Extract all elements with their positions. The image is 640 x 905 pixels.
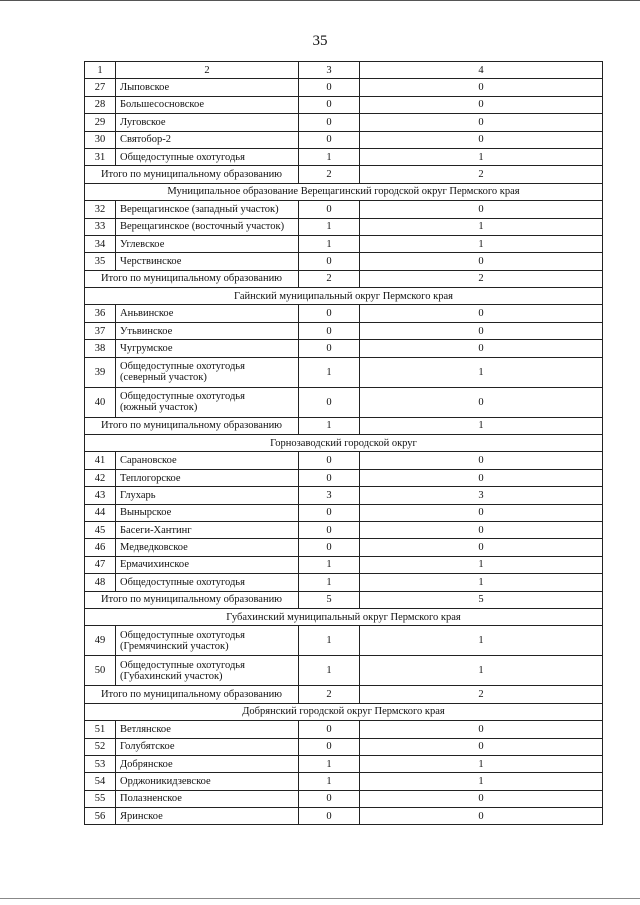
value-col-3: 1 <box>299 626 360 656</box>
value-col-3: 1 <box>299 656 360 686</box>
table-row <box>85 452 603 469</box>
value-col-3: 1 <box>299 357 360 387</box>
value-col-4: 0 <box>360 469 603 486</box>
ground-name: Святобор-2 <box>116 131 299 148</box>
table-body <box>85 62 603 825</box>
value-col-4: 0 <box>360 790 603 807</box>
value-col-3: 0 <box>299 322 360 339</box>
table-row <box>85 790 603 807</box>
row-number: 27 <box>85 79 116 96</box>
row-number: 45 <box>85 521 116 538</box>
value-col-4: 0 <box>360 721 603 738</box>
value-col-4: 0 <box>360 808 603 825</box>
header-col-2: 2 <box>116 62 299 79</box>
value-col-4: 1 <box>360 235 603 252</box>
ground-name: Черствинское <box>116 253 299 270</box>
value-col-4: 0 <box>360 322 603 339</box>
ground-name-line-1: Общедоступные охотугодья <box>120 629 245 641</box>
ground-name-line-2: (Губахинский участок) <box>120 670 223 682</box>
row-number: 36 <box>85 305 116 322</box>
ground-name: Яринское <box>116 808 299 825</box>
value-col-3: 0 <box>299 96 360 113</box>
ground-name: Чугрумское <box>116 340 299 357</box>
ground-name: Аньвинское <box>116 305 299 322</box>
value-col-4: 0 <box>360 504 603 521</box>
table-row <box>85 305 603 322</box>
table-row <box>85 131 603 148</box>
row-number: 31 <box>85 148 116 165</box>
value-col-3: 0 <box>299 387 360 417</box>
value-col-4: 3 <box>360 487 603 504</box>
table-row <box>85 755 603 772</box>
total-label: Итого по муниципальному образованию <box>85 166 299 183</box>
ground-name <box>116 387 299 417</box>
section-title: Губахинский муниципальный округ Пермского края <box>85 608 603 625</box>
table-row <box>85 357 603 387</box>
section-title: Горнозаводский городской округ <box>85 435 603 452</box>
value-col-4: 1 <box>360 148 603 165</box>
value-col-3: 1 <box>299 574 360 591</box>
value-col-4: 0 <box>360 521 603 538</box>
total-row <box>85 417 603 434</box>
value-col-3: 0 <box>299 305 360 322</box>
row-number: 44 <box>85 504 116 521</box>
value-col-3: 1 <box>299 773 360 790</box>
row-number: 51 <box>85 721 116 738</box>
section-header-row <box>85 703 603 720</box>
ground-name-line-1: Общедоступные охотугодья <box>120 659 245 671</box>
table-row <box>85 340 603 357</box>
value-col-4: 1 <box>360 218 603 235</box>
value-col-4: 1 <box>360 574 603 591</box>
table-row <box>85 504 603 521</box>
ground-name: Углевское <box>116 235 299 252</box>
total-col-4: 2 <box>360 166 603 183</box>
total-col-3: 2 <box>299 270 360 287</box>
header-col-4: 4 <box>360 62 603 79</box>
section-header-row <box>85 435 603 452</box>
section-header-row <box>85 183 603 200</box>
ground-name <box>116 626 299 656</box>
value-col-4: 1 <box>360 773 603 790</box>
row-number: 52 <box>85 738 116 755</box>
row-number: 41 <box>85 452 116 469</box>
value-col-4: 0 <box>360 387 603 417</box>
row-number: 32 <box>85 201 116 218</box>
table-row <box>85 808 603 825</box>
row-number: 49 <box>85 626 116 656</box>
table-row <box>85 487 603 504</box>
value-col-3: 0 <box>299 469 360 486</box>
ground-name: Голубятское <box>116 738 299 755</box>
value-col-4: 1 <box>360 556 603 573</box>
ground-name: Сарановское <box>116 452 299 469</box>
total-label: Итого по муниципальному образованию <box>85 417 299 434</box>
value-col-3: 0 <box>299 253 360 270</box>
total-label: Итого по муниципальному образованию <box>85 686 299 703</box>
table-row <box>85 79 603 96</box>
value-col-3: 1 <box>299 148 360 165</box>
total-col-4: 5 <box>360 591 603 608</box>
table-row <box>85 201 603 218</box>
value-col-3: 0 <box>299 131 360 148</box>
value-col-4: 0 <box>360 96 603 113</box>
ground-name <box>116 357 299 387</box>
ground-name: Большесосновское <box>116 96 299 113</box>
total-row <box>85 591 603 608</box>
table-row <box>85 721 603 738</box>
value-col-4: 0 <box>360 114 603 131</box>
row-number: 37 <box>85 322 116 339</box>
ground-name <box>116 656 299 686</box>
value-col-3: 0 <box>299 521 360 538</box>
table-row <box>85 148 603 165</box>
value-col-3: 0 <box>299 738 360 755</box>
top-rule <box>0 0 640 1</box>
total-row <box>85 166 603 183</box>
value-col-4: 0 <box>360 201 603 218</box>
row-number: 28 <box>85 96 116 113</box>
value-col-3: 0 <box>299 539 360 556</box>
value-col-3: 0 <box>299 808 360 825</box>
ground-name: Утьвинское <box>116 322 299 339</box>
table-row <box>85 235 603 252</box>
row-number: 30 <box>85 131 116 148</box>
table-header-row <box>85 62 603 79</box>
table-row <box>85 626 603 656</box>
table-row <box>85 773 603 790</box>
value-col-4: 1 <box>360 656 603 686</box>
row-number: 56 <box>85 808 116 825</box>
value-col-4: 0 <box>360 340 603 357</box>
total-row <box>85 270 603 287</box>
value-col-3: 0 <box>299 79 360 96</box>
row-number: 47 <box>85 556 116 573</box>
row-number: 34 <box>85 235 116 252</box>
value-col-3: 1 <box>299 235 360 252</box>
ground-name: Вынырское <box>116 504 299 521</box>
row-number: 50 <box>85 656 116 686</box>
section-header-row <box>85 608 603 625</box>
table-row <box>85 253 603 270</box>
value-col-3: 0 <box>299 201 360 218</box>
row-number: 39 <box>85 357 116 387</box>
row-number: 54 <box>85 773 116 790</box>
ground-name: Медведковское <box>116 539 299 556</box>
value-col-4: 1 <box>360 626 603 656</box>
ground-name: Луговское <box>116 114 299 131</box>
table-row <box>85 114 603 131</box>
ground-name: Верещагинское (восточный участок) <box>116 218 299 235</box>
total-col-3: 2 <box>299 166 360 183</box>
table-row <box>85 656 603 686</box>
row-number: 29 <box>85 114 116 131</box>
value-col-3: 0 <box>299 452 360 469</box>
total-row <box>85 686 603 703</box>
row-number: 55 <box>85 790 116 807</box>
ground-name-line-2: (южный участок) <box>120 402 198 414</box>
total-label: Итого по муниципальному образованию <box>85 270 299 287</box>
ground-name-line-1: Общедоступные охотугодья <box>120 361 245 373</box>
ground-name: Ермачихинское <box>116 556 299 573</box>
row-number: 38 <box>85 340 116 357</box>
table-row <box>85 322 603 339</box>
value-col-4: 0 <box>360 131 603 148</box>
row-number: 33 <box>85 218 116 235</box>
total-col-4: 2 <box>360 686 603 703</box>
hunting-grounds-table <box>84 61 603 825</box>
value-col-4: 0 <box>360 738 603 755</box>
value-col-3: 0 <box>299 114 360 131</box>
table-row <box>85 96 603 113</box>
ground-name: Добрянское <box>116 755 299 772</box>
total-label: Итого по муниципальному образованию <box>85 591 299 608</box>
row-number: 48 <box>85 574 116 591</box>
ground-name: Верещагинское (западный участок) <box>116 201 299 218</box>
row-number: 53 <box>85 755 116 772</box>
total-col-3: 2 <box>299 686 360 703</box>
table-row <box>85 556 603 573</box>
row-number: 35 <box>85 253 116 270</box>
table-row <box>85 387 603 417</box>
page-number: 35 <box>312 33 328 49</box>
row-number: 40 <box>85 387 116 417</box>
table-row <box>85 574 603 591</box>
ground-name: Теплогорское <box>116 469 299 486</box>
header-col-1: 1 <box>85 62 116 79</box>
value-col-4: 0 <box>360 305 603 322</box>
section-title: Гайнский муниципальный округ Пермского края <box>85 288 603 305</box>
row-number: 42 <box>85 469 116 486</box>
value-col-4: 0 <box>360 79 603 96</box>
ground-name-line-2: (северный участок) <box>120 372 207 384</box>
value-col-4: 1 <box>360 357 603 387</box>
total-col-4: 2 <box>360 270 603 287</box>
value-col-3: 1 <box>299 556 360 573</box>
table-row <box>85 218 603 235</box>
section-title: Добрянский городской округ Пермского края <box>85 703 603 720</box>
ground-name: Орджоникидзевское <box>116 773 299 790</box>
ground-name-line-2: (Гремячинский участок) <box>120 640 229 652</box>
value-col-3: 3 <box>299 487 360 504</box>
value-col-3: 0 <box>299 340 360 357</box>
ground-name: Басеги-Хантинг <box>116 521 299 538</box>
value-col-3: 0 <box>299 504 360 521</box>
value-col-3: 0 <box>299 721 360 738</box>
row-number: 46 <box>85 539 116 556</box>
value-col-4: 1 <box>360 755 603 772</box>
total-col-3: 1 <box>299 417 360 434</box>
section-title: Муниципальное образование Верещагинский городской округ Пермского края <box>85 183 603 200</box>
row-number: 43 <box>85 487 116 504</box>
table-row <box>85 469 603 486</box>
ground-name-line-1: Общедоступные охотугодья <box>120 391 245 403</box>
ground-name: Глухарь <box>116 487 299 504</box>
value-col-4: 0 <box>360 539 603 556</box>
value-col-3: 0 <box>299 790 360 807</box>
bottom-rule <box>0 898 640 899</box>
header-col-3: 3 <box>299 62 360 79</box>
table-row <box>85 521 603 538</box>
value-col-3: 1 <box>299 218 360 235</box>
ground-name: Полазненское <box>116 790 299 807</box>
ground-name: Лыповское <box>116 79 299 96</box>
ground-name: Ветлянское <box>116 721 299 738</box>
value-col-4: 0 <box>360 452 603 469</box>
value-col-4: 0 <box>360 253 603 270</box>
table-row <box>85 738 603 755</box>
value-col-3: 1 <box>299 755 360 772</box>
ground-name: Общедоступные охотугодья <box>116 574 299 591</box>
ground-name: Общедоступные охотугодья <box>116 148 299 165</box>
total-col-3: 5 <box>299 591 360 608</box>
table-row <box>85 539 603 556</box>
section-header-row <box>85 288 603 305</box>
total-col-4: 1 <box>360 417 603 434</box>
